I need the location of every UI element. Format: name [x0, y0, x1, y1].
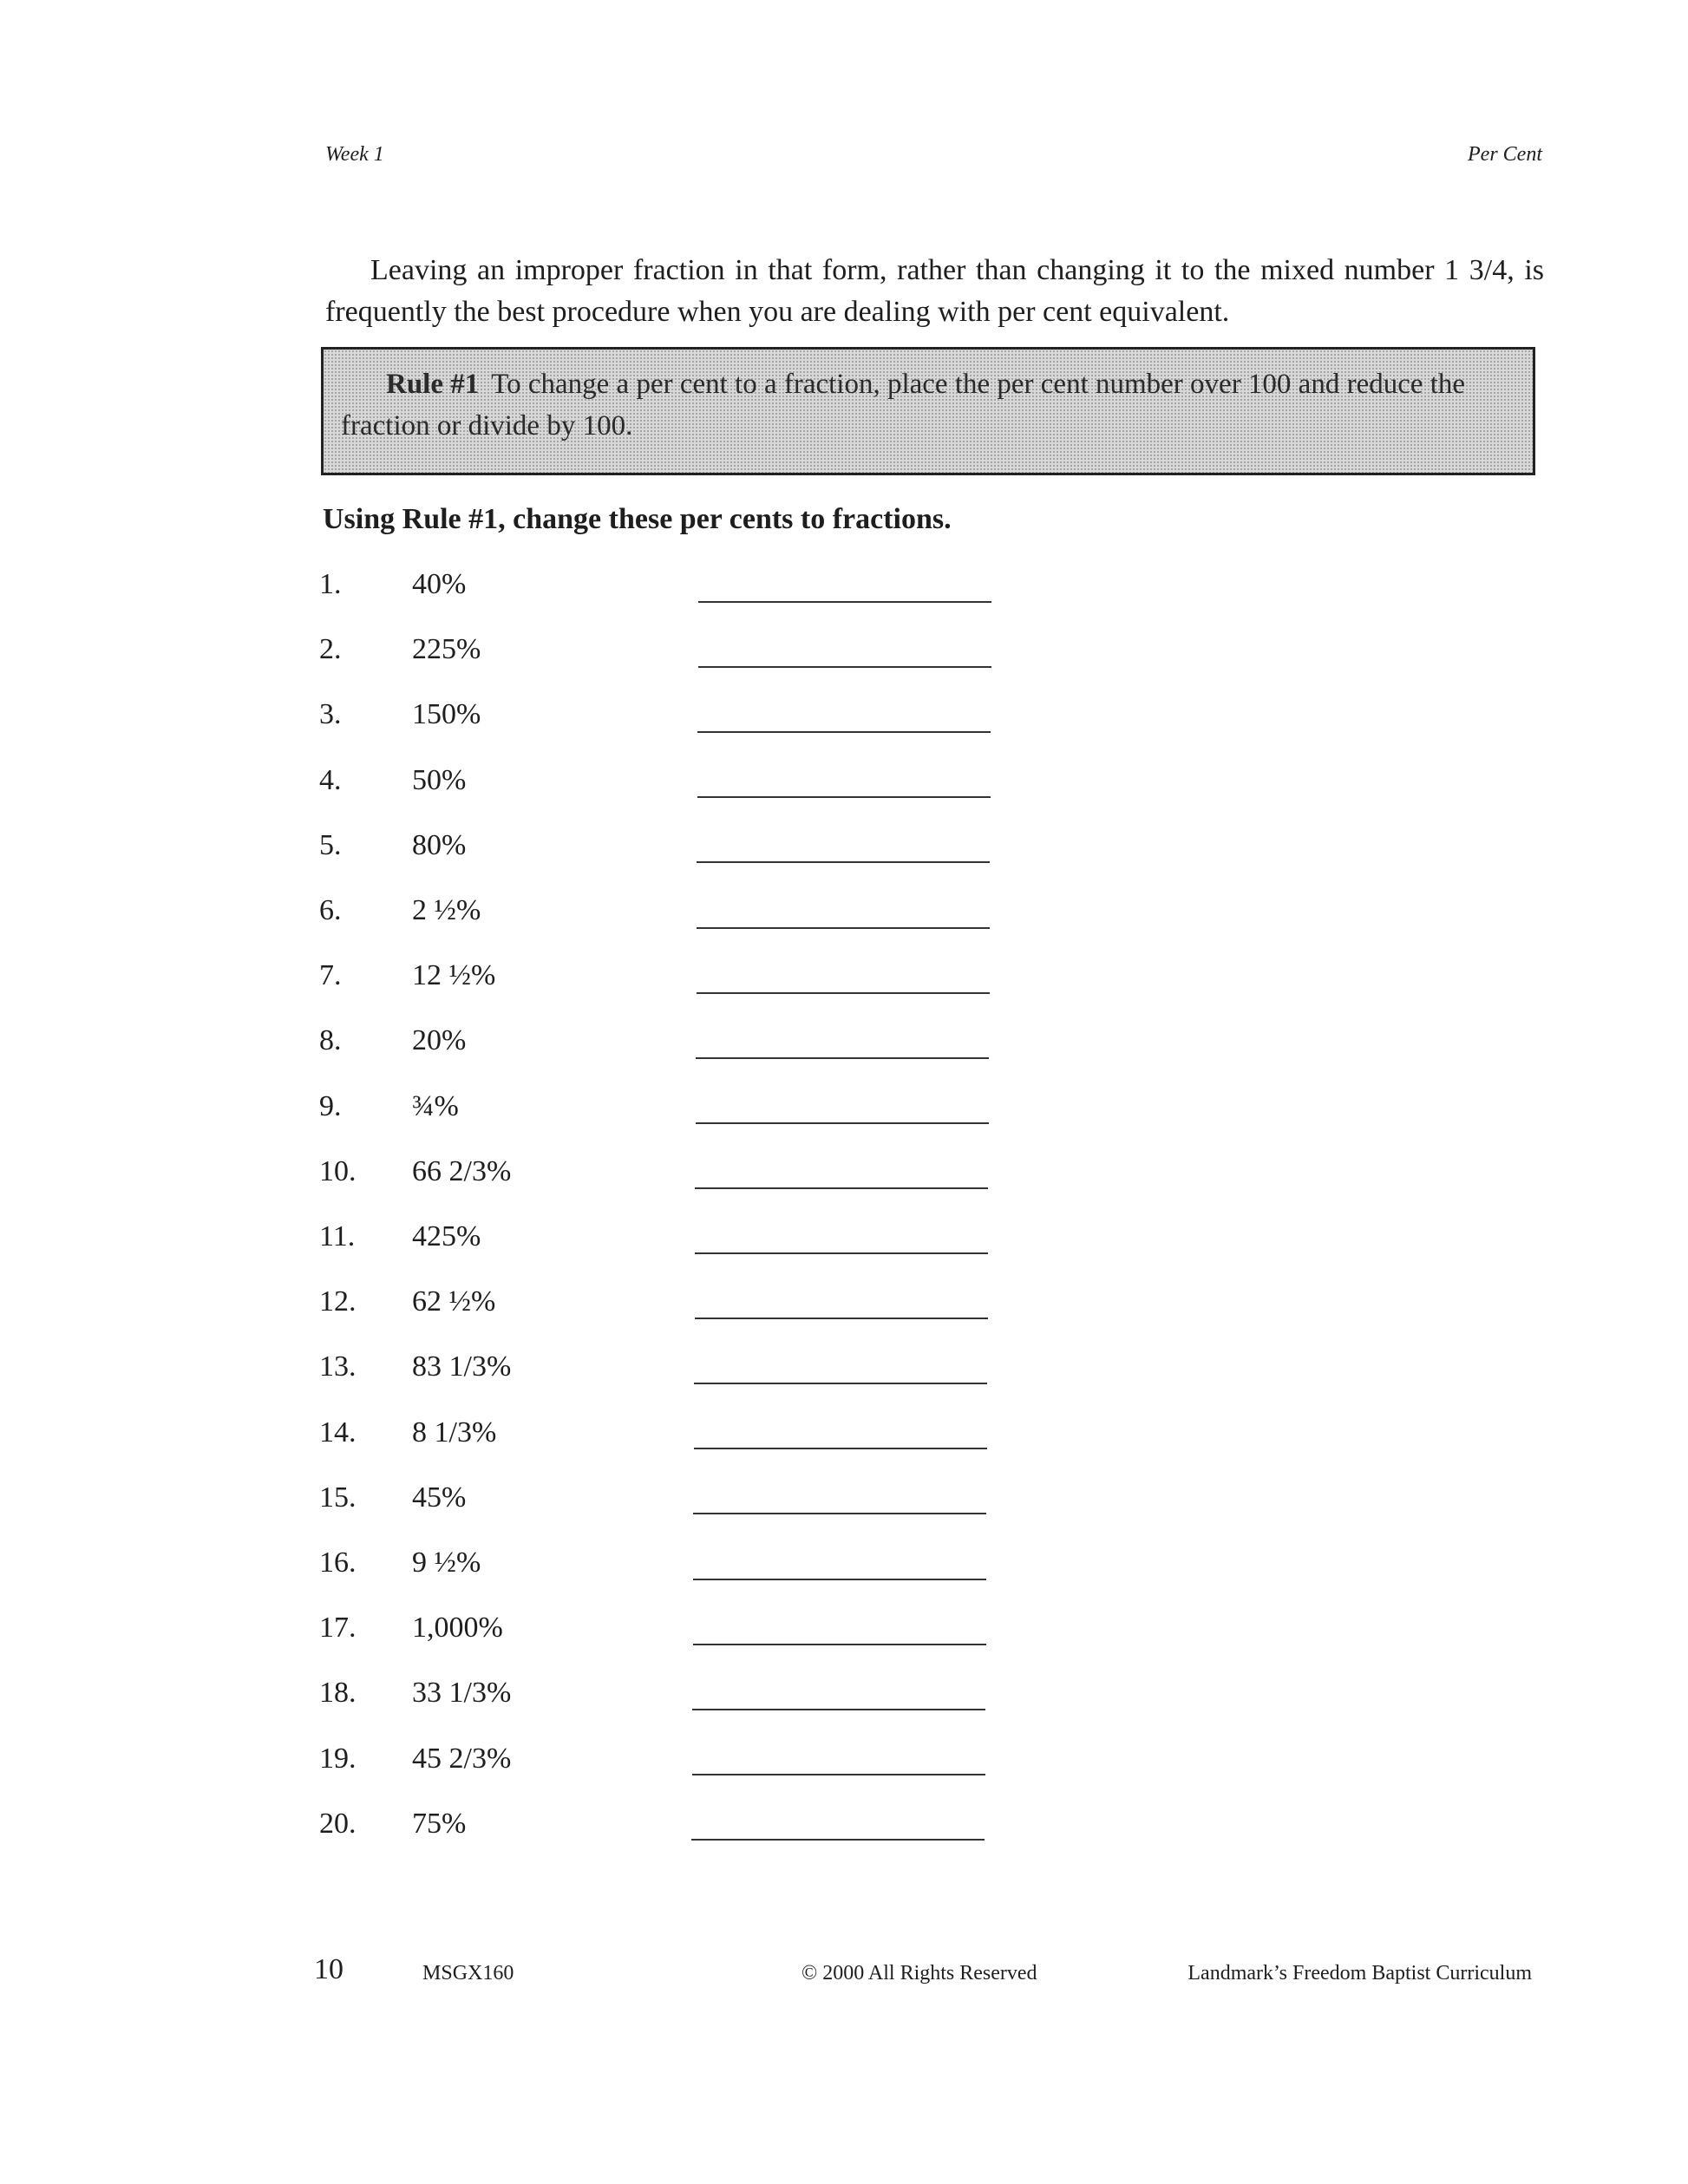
answer-blank[interactable] — [692, 1774, 985, 1775]
answer-blank[interactable] — [698, 601, 991, 603]
answer-blank[interactable] — [692, 1709, 985, 1710]
exercise-percent: 12 ½% — [412, 959, 496, 992]
exercise-percent: 75% — [412, 1807, 467, 1840]
rule-box — [321, 347, 1535, 475]
answer-blank[interactable] — [691, 1839, 985, 1841]
exercise-row — [0, 568, 1688, 620]
exercise-row — [0, 959, 1688, 1011]
rule-text-block — [341, 363, 1517, 447]
exercise-percent: 45% — [412, 1481, 467, 1514]
answer-blank[interactable] — [694, 1383, 987, 1384]
header-topic-label: Per Cent — [1468, 143, 1542, 166]
exercise-number: 13. — [319, 1350, 357, 1383]
exercise-percent: 45 2/3% — [412, 1742, 512, 1775]
exercise-percent: 80% — [412, 828, 467, 861]
header-week-label: Week 1 — [325, 143, 384, 166]
exercise-percent: 62 ½% — [412, 1285, 496, 1318]
exercise-number: 10. — [319, 1154, 357, 1187]
exercise-percent: 20% — [412, 1024, 467, 1057]
answer-blank[interactable] — [695, 1318, 988, 1319]
exercise-number: 5. — [319, 828, 342, 861]
exercise-number: 19. — [319, 1742, 357, 1775]
exercise-row — [0, 1024, 1688, 1076]
exercise-percent: ¾% — [412, 1089, 459, 1122]
answer-blank[interactable] — [693, 1579, 986, 1580]
answer-blank[interactable] — [697, 731, 991, 733]
exercise-number: 20. — [319, 1807, 357, 1840]
exercise-number: 17. — [319, 1612, 357, 1645]
answer-blank[interactable] — [695, 1252, 988, 1254]
rule-title: Rule #1 — [386, 369, 480, 400]
exercise-row — [0, 1090, 1688, 1142]
exercise-row — [0, 1677, 1688, 1729]
exercise-percent: 150% — [412, 698, 481, 731]
exercise-row — [0, 1416, 1688, 1468]
exercise-percent: 225% — [412, 633, 481, 666]
exercise-number: 18. — [319, 1677, 357, 1710]
exercise-number: 11. — [319, 1220, 356, 1252]
exercise-number: 6. — [319, 894, 342, 926]
answer-blank[interactable] — [697, 861, 990, 863]
answer-blank[interactable] — [694, 1448, 987, 1449]
exercise-row — [0, 894, 1688, 946]
exercise-row — [0, 1285, 1688, 1337]
answer-blank[interactable] — [697, 992, 990, 994]
exercise-row — [0, 1220, 1688, 1272]
answer-blank[interactable] — [693, 1513, 986, 1514]
exercise-row — [0, 633, 1688, 685]
answer-blank[interactable] — [696, 1057, 989, 1059]
exercise-percent: 425% — [412, 1220, 481, 1252]
publisher-name: Landmark’s Freedom Baptist Curriculum — [1187, 1962, 1532, 1985]
answer-blank[interactable] — [696, 1122, 989, 1124]
answer-blank[interactable] — [695, 1187, 988, 1189]
exercise-number: 14. — [319, 1416, 357, 1448]
exercise-row — [0, 1808, 1688, 1860]
exercise-row — [0, 764, 1688, 816]
exercise-number: 2. — [319, 633, 342, 666]
exercise-percent: 33 1/3% — [412, 1677, 512, 1710]
intro-paragraph: Leaving an improper fraction in that form, rather than changing it to the mixed number 1 3/4, is frequently the best procedure when you are dealing with per cent equivalent. — [325, 254, 1544, 328]
exercise-percent: 50% — [412, 763, 467, 796]
exercise-percent: 40% — [412, 568, 467, 600]
exercise-row — [0, 1743, 1688, 1795]
rule-description: To change a per cent to a fraction, place the per cent number over 100 and reduce the fraction or divide by 100. — [341, 369, 1466, 441]
exercise-number: 1. — [319, 568, 342, 600]
exercise-number: 3. — [319, 698, 342, 731]
exercise-number: 9. — [319, 1089, 342, 1122]
exercise-percent: 83 1/3% — [412, 1350, 512, 1383]
exercise-number: 8. — [319, 1024, 342, 1057]
exercise-percent: 1,000% — [412, 1612, 503, 1645]
course-code: MSGX160 — [422, 1962, 514, 1985]
answer-blank[interactable] — [693, 1644, 986, 1645]
exercise-percent: 9 ½% — [412, 1546, 481, 1579]
exercise-number: 12. — [319, 1285, 357, 1318]
answer-blank[interactable] — [697, 796, 991, 798]
page-number: 10 — [314, 1953, 343, 1985]
exercise-number: 16. — [319, 1546, 357, 1579]
answer-blank[interactable] — [697, 927, 990, 929]
exercise-row — [0, 1612, 1688, 1664]
exercise-percent: 2 ½% — [412, 894, 481, 926]
exercise-percent: 66 2/3% — [412, 1154, 512, 1187]
exercise-number: 4. — [319, 763, 342, 796]
exercise-row — [0, 829, 1688, 881]
exercise-instruction: Using Rule #1, change these per cents to fractions. — [323, 503, 952, 535]
copyright-notice: © 2000 All Rights Reserved — [801, 1962, 1037, 1985]
exercise-row — [0, 1481, 1688, 1533]
exercise-percent: 8 1/3% — [412, 1416, 497, 1448]
exercise-row — [0, 1350, 1688, 1403]
exercise-row — [0, 1155, 1688, 1207]
exercise-row — [0, 1546, 1688, 1599]
answer-blank[interactable] — [698, 666, 991, 668]
exercise-number: 7. — [319, 959, 342, 992]
exercise-number: 15. — [319, 1481, 357, 1514]
exercise-row — [0, 698, 1688, 750]
